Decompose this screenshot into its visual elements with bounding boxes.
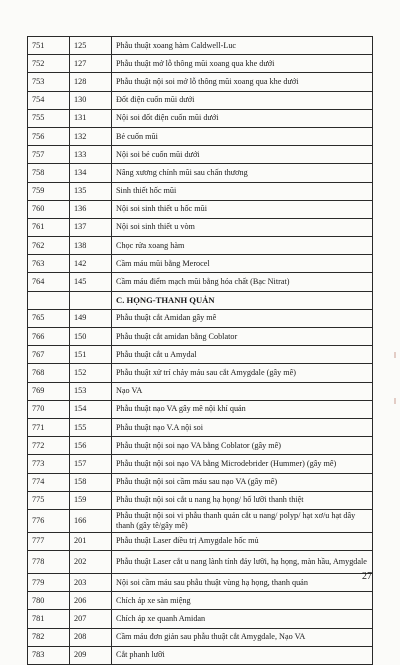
table-row: [28, 509, 373, 532]
row-number-cell: 778: [28, 551, 70, 574]
procedure-code-cell: 208: [70, 628, 112, 646]
table-row: [28, 574, 373, 592]
table-row: [28, 237, 373, 255]
row-number-cell: 764: [28, 273, 70, 291]
row-number-cell: 769: [28, 382, 70, 400]
procedure-name-cell: Nâng xương chính mũi sau chấn thương: [112, 164, 373, 182]
procedure-name-cell: Cắt phanh lưỡi: [112, 646, 373, 664]
procedure-code-cell: 127: [70, 55, 112, 73]
table-row: [28, 91, 373, 109]
row-number-cell: 762: [28, 237, 70, 255]
procedure-name-cell: C. HỌNG-THANH QUẢN: [112, 291, 373, 309]
procedure-name-cell: Phẫu thuật cắt u Amydal: [112, 346, 373, 364]
procedure-name-cell: Phẫu thuật mở lỗ thông mũi xoang qua khe dưới: [112, 55, 373, 73]
procedure-code-cell: 125: [70, 37, 112, 55]
row-number-cell: 754: [28, 91, 70, 109]
procedure-code-cell: 209: [70, 646, 112, 664]
table-row: [28, 200, 373, 218]
row-number-cell: 782: [28, 628, 70, 646]
procedure-code-cell: 142: [70, 255, 112, 273]
procedure-code-cell: 155: [70, 418, 112, 436]
margin-mark: [394, 398, 396, 404]
procedure-name-cell: Phẫu thuật nội soi cầm máu sau nạo VA (gây mê): [112, 473, 373, 491]
row-number-cell: 772: [28, 437, 70, 455]
procedure-code-cell: 201: [70, 532, 112, 550]
table-row: [28, 551, 373, 574]
procedure-name-cell: Phẫu thuật nội soi mở lỗ thông mũi xoang qua khe dưới: [112, 73, 373, 91]
procedure-code-cell: 131: [70, 109, 112, 127]
table-row: [28, 218, 373, 236]
procedure-name-cell: Phẫu thuật nội soi cắt u nang hạ họng/ hố lưỡi thanh thiệt: [112, 491, 373, 509]
procedure-code-cell: 130: [70, 91, 112, 109]
procedure-code-cell: 128: [70, 73, 112, 91]
procedure-code-cell: 206: [70, 592, 112, 610]
procedure-code-cell: 158: [70, 473, 112, 491]
procedure-name-cell: Nội soi bẻ cuốn mũi dưới: [112, 146, 373, 164]
procedure-name-cell: Đốt điện cuốn mũi dưới: [112, 91, 373, 109]
procedure-name-cell: Bẻ cuốn mũi: [112, 127, 373, 145]
procedure-name-cell: Phẫu thuật cắt amidan bằng Coblator: [112, 328, 373, 346]
table-row: [28, 164, 373, 182]
row-number-cell: 777: [28, 532, 70, 550]
procedure-code-cell: 133: [70, 146, 112, 164]
table-row: [28, 328, 373, 346]
row-number-cell: 771: [28, 418, 70, 436]
procedure-name-cell: Phẫu thuật xoang hàm Caldwell-Luc: [112, 37, 373, 55]
procedure-name-cell: Phẫu thuật nạo V.A nội soi: [112, 418, 373, 436]
procedure-name-cell: Chọc rửa xoang hàm: [112, 237, 373, 255]
procedure-code-cell: 135: [70, 182, 112, 200]
procedure-code-cell: 203: [70, 574, 112, 592]
row-number-cell: 765: [28, 309, 70, 327]
table-row: [28, 55, 373, 73]
procedure-code-cell: 152: [70, 364, 112, 382]
procedure-code-cell: 202: [70, 551, 112, 574]
procedure-name-cell: Phẫu thuật xử trí chảy máu sau cắt Amygdale (gây mê): [112, 364, 373, 382]
procedure-code-cell: 156: [70, 437, 112, 455]
table-row: [28, 491, 373, 509]
procedure-name-cell: Nội soi sinh thiết u hốc mũi: [112, 200, 373, 218]
table-row: [28, 309, 373, 327]
procedure-name-cell: Phẫu thuật Laser điều trị Amygdale hốc mủ: [112, 532, 373, 550]
procedure-name-cell: Phẫu thuật Laser cắt u nang lành tính đáy lưỡi, hạ họng, màn hầu, Amygdale: [112, 551, 373, 574]
row-number-cell: 761: [28, 218, 70, 236]
row-number-cell: 783: [28, 646, 70, 664]
row-number-cell: 775: [28, 491, 70, 509]
procedure-name-cell: Nội soi đốt điện cuốn mũi dưới: [112, 109, 373, 127]
row-number-cell: 755: [28, 109, 70, 127]
table-row: [28, 610, 373, 628]
row-number-cell: 751: [28, 37, 70, 55]
procedure-code-cell: 151: [70, 346, 112, 364]
procedure-code-cell: 207: [70, 610, 112, 628]
table-row: [28, 146, 373, 164]
procedure-name-cell: Phẫu thuật nội soi nạo VA bằng Coblator (gây mê): [112, 437, 373, 455]
procedure-code-cell: 159: [70, 491, 112, 509]
procedure-code-cell: [70, 291, 112, 309]
table-row: [28, 437, 373, 455]
table-row: [28, 364, 373, 382]
table-row: [28, 628, 373, 646]
row-number-cell: 752: [28, 55, 70, 73]
procedure-name-cell: Chích áp xe sàn miệng: [112, 592, 373, 610]
table-row: [28, 273, 373, 291]
procedure-code-cell: 145: [70, 273, 112, 291]
row-number-cell: 766: [28, 328, 70, 346]
table-row: [28, 400, 373, 418]
row-number-cell: 759: [28, 182, 70, 200]
procedure-code-cell: 157: [70, 455, 112, 473]
row-number-cell: 767: [28, 346, 70, 364]
row-number-cell: 756: [28, 127, 70, 145]
section-header-row: [28, 291, 373, 309]
row-number-cell: 770: [28, 400, 70, 418]
procedure-code-cell: 153: [70, 382, 112, 400]
row-number-cell: [28, 291, 70, 309]
row-number-cell: 768: [28, 364, 70, 382]
table-row: [28, 532, 373, 550]
procedure-name-cell: Nội soi cầm máu sau phẫu thuật vùng hạ họng, thanh quản: [112, 574, 373, 592]
table-row: [28, 455, 373, 473]
row-number-cell: 758: [28, 164, 70, 182]
procedure-name-cell: Nạo VA: [112, 382, 373, 400]
procedure-code-cell: 138: [70, 237, 112, 255]
table-row: [28, 255, 373, 273]
procedure-name-cell: Cầm máu điểm mạch mũi bằng hóa chất (Bạc Nitrat): [112, 273, 373, 291]
row-number-cell: 753: [28, 73, 70, 91]
procedure-code-cell: 154: [70, 400, 112, 418]
row-number-cell: 776: [28, 509, 70, 532]
procedure-name-cell: Sinh thiết hốc mũi: [112, 182, 373, 200]
table-row: [28, 473, 373, 491]
procedure-table: [27, 36, 373, 665]
table-row: [28, 73, 373, 91]
row-number-cell: 780: [28, 592, 70, 610]
row-number-cell: 781: [28, 610, 70, 628]
table-row: [28, 592, 373, 610]
procedure-table-body: [28, 37, 373, 665]
margin-mark: [394, 352, 396, 358]
procedure-code-cell: 150: [70, 328, 112, 346]
procedure-code-cell: 137: [70, 218, 112, 236]
procedure-name-cell: Chích áp xe quanh Amidan: [112, 610, 373, 628]
procedure-code-cell: 166: [70, 509, 112, 532]
procedure-name-cell: Phẫu thuật nội soi vi phẫu thanh quản cắt u nang/ polyp/ hạt xơ/u hạt dây thanh (gây tê/gây mê): [112, 509, 373, 532]
procedure-code-cell: 132: [70, 127, 112, 145]
procedure-name-cell: Phẫu thuật nạo VA gây mê nội khí quản: [112, 400, 373, 418]
procedure-name-cell: Cầm máu đơn giản sau phẫu thuật cắt Amygdale, Nạo VA: [112, 628, 373, 646]
procedure-code-cell: 136: [70, 200, 112, 218]
table-row: [28, 37, 373, 55]
table-row: [28, 182, 373, 200]
table-row: [28, 346, 373, 364]
row-number-cell: 763: [28, 255, 70, 273]
table-row: [28, 382, 373, 400]
row-number-cell: 774: [28, 473, 70, 491]
table-row: [28, 109, 373, 127]
procedure-name-cell: Nội soi sinh thiết u vòm: [112, 218, 373, 236]
procedure-code-cell: 149: [70, 309, 112, 327]
procedure-name-cell: Cầm máu mũi bằng Merocel: [112, 255, 373, 273]
row-number-cell: 757: [28, 146, 70, 164]
row-number-cell: 773: [28, 455, 70, 473]
row-number-cell: 760: [28, 200, 70, 218]
table-row: [28, 646, 373, 664]
table-row: [28, 127, 373, 145]
table-row: [28, 418, 373, 436]
procedure-code-cell: 134: [70, 164, 112, 182]
procedure-name-cell: Phẫu thuật nội soi nạo VA bằng Microdebrider (Hummer) (gây mê): [112, 455, 373, 473]
procedure-name-cell: Phẫu thuật cắt Amidan gây mê: [112, 309, 373, 327]
page-number: 27: [362, 571, 372, 582]
row-number-cell: 779: [28, 574, 70, 592]
